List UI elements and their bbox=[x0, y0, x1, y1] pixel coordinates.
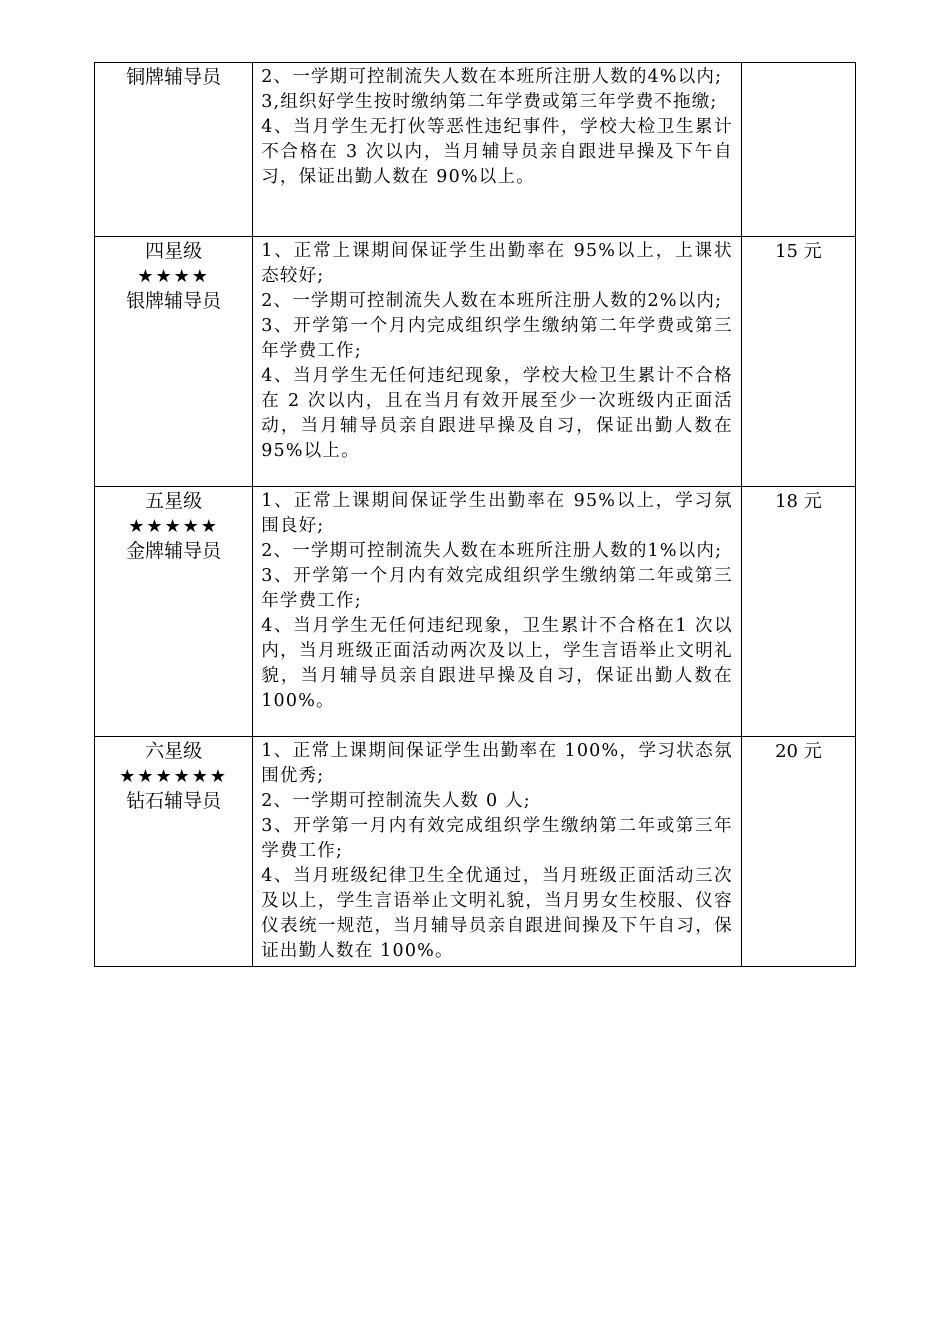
criteria-cell bbox=[253, 237, 742, 487]
criteria-cell bbox=[253, 487, 742, 737]
criteria-item: 3、开学第一个月内完成组织学生缴纳第二年学费或第三年学费工作; bbox=[261, 316, 733, 361]
level-cell bbox=[95, 237, 253, 487]
criteria-item: 2、一学期可控制流失人数在本班所注册人数的4%以内; bbox=[261, 67, 723, 87]
criteria-item: 3、开学第一月内有效完成组织学生缴纳第二年或第三年学费工作; bbox=[261, 816, 733, 861]
reward-amount: 20 元 bbox=[775, 741, 822, 762]
reward-amount: 15 元 bbox=[775, 241, 822, 262]
star-rating-icon: ★★★★★ bbox=[128, 516, 219, 537]
criteria-item: 4、当月学生无打伙等恶性违纪事件，学校大检卫生累计不合格在 3 次以内，当月辅导员亲自跟进早操及下午自习，保证出勤人数在 90%以上。 bbox=[261, 117, 733, 187]
criteria-item: 1、正常上课期间保证学生出勤率在 100%，学习状态氛围优秀; bbox=[261, 741, 733, 786]
criteria-item: 4、当月班级纪律卫生全优通过，当月班级正面活动三次及以上，学生言语举止文明礼貌，当月男女生校服、仪容仪表统一规范，当月辅导员亲自跟进间操及下午自习，保证出勤人数在 100%。 bbox=[261, 866, 733, 961]
criteria-item: 1、正常上课期间保证学生出勤率在 95%以上，学习氛围良好; bbox=[261, 491, 733, 536]
criteria-item: 3、开学第一个月内有效完成组织学生缴纳第二年或第三年学费工作; bbox=[261, 566, 733, 611]
criteria-cell bbox=[253, 737, 742, 967]
criteria-item: 2、一学期可控制流失人数在本班所注册人数的1%以内; bbox=[261, 541, 723, 561]
level-cell bbox=[95, 63, 253, 237]
reward-cell bbox=[741, 237, 855, 487]
table-row bbox=[95, 63, 856, 237]
table-row bbox=[95, 237, 856, 487]
criteria-table bbox=[94, 62, 856, 967]
table-row bbox=[95, 737, 856, 967]
star-rating-icon: ★★★★ bbox=[137, 266, 210, 287]
reward-cell bbox=[741, 63, 855, 237]
star-rating-icon: ★★★★★★ bbox=[119, 766, 229, 787]
criteria-item: 1、正常上课期间保证学生出勤率在 95%以上，上课状态较好; bbox=[261, 241, 733, 286]
criteria-item: 4、当月学生无任何违纪现象，学校大检卫生累计不合格在 2 次以内，且在当月有效开展至少一次班级内正面活动，当月辅导员亲自跟进早操及自习，保证出勤人数在 95%以上。 bbox=[261, 366, 733, 461]
criteria-item: 3,组织好学生按时缴纳第二年学费或第三年学费不拖缴; bbox=[261, 92, 718, 112]
level-title: 钻石辅导员 bbox=[126, 790, 222, 812]
criteria-item: 2、一学期可控制流失人数 0 人; bbox=[261, 791, 531, 811]
level-title: 金牌辅导员 bbox=[126, 540, 222, 562]
reward-cell bbox=[741, 487, 855, 737]
level-cell bbox=[95, 737, 253, 967]
level-title: 银牌辅导员 bbox=[126, 290, 222, 312]
level-title: 铜牌辅导员 bbox=[126, 66, 222, 88]
level-name: 五星级 bbox=[145, 490, 203, 512]
table-row bbox=[95, 487, 856, 737]
criteria-item: 4、当月学生无任何违纪现象，卫生累计不合格在1 次以内，当月班级正面活动两次及以上，学生言语举止文明礼貌，当月辅导员亲自跟进早操及自习，保证出勤人数在 100%。 bbox=[261, 616, 733, 711]
reward-amount: 18 元 bbox=[775, 491, 822, 512]
level-name: 六星级 bbox=[145, 740, 203, 762]
level-name: 四星级 bbox=[145, 240, 203, 262]
level-cell bbox=[95, 487, 253, 737]
criteria-item: 2、一学期可控制流失人数在本班所注册人数的2%以内; bbox=[261, 291, 723, 311]
reward-cell bbox=[741, 737, 855, 967]
criteria-cell bbox=[253, 63, 742, 237]
